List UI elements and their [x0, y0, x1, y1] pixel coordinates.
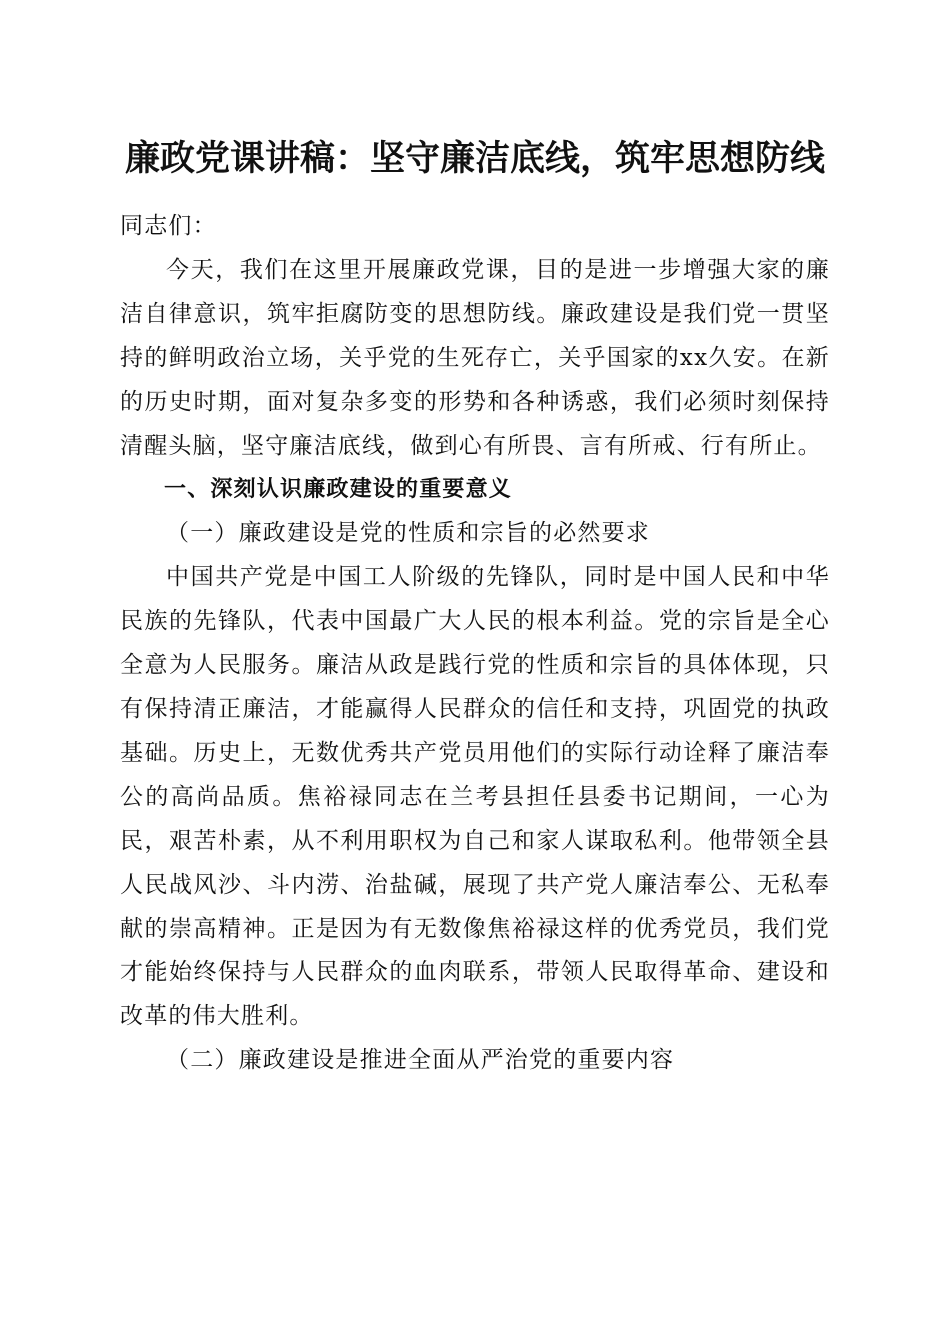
subsection-heading-2: （二）廉政建设是推进全面从严治党的重要内容 [166, 1047, 675, 1074]
section-heading-1: 一、深刻认识廉政建设的重要意义 [164, 477, 513, 503]
document-title: 廉政党课讲稿：坚守廉洁底线，筑牢思想防线 [124, 138, 825, 179]
subsection-heading-1: （一）廉政建设是党的性质和宗旨的必然要求 [166, 520, 650, 547]
subsection-1-paragraph: 中国共产党是中国工人阶级的先锋队，同时是中国人民和中华民族的先锋队，代表中国最广大人民的根本利益。党的宗旨是全心全意为人民服务。廉洁从政是践行党的性质和宗旨的具体体现，只有保持清正廉洁，才能赢得人民群众的信任和支持，巩固党的执政基础。历史上，无数优秀共产党员用他们的实际行动诠释了廉洁奉公的高尚品质。焦裕禄同志在兰考县担任县委书记期间，一心为民，艰苦朴素，从不利用职权为自己和家人谋取私利。他带领全县人民战风沙、斗内涝、治盐碱，展现了共产党人廉洁奉公、无私奉献的崇高精神。正是因为有无数像焦裕禄这样的优秀党员，我们党才能始终保持与人民群众的血肉联系，带领人民取得革命、建设和改革的伟大胜利。 [120, 564, 830, 1030]
intro-paragraph: 今天，我们在这里开展廉政党课，目的是进一步增强大家的廉洁自律意识，筑牢拒腐防变的思想防线。廉政建设是我们党一贯坚持的鲜明政治立场，关乎党的生死存亡，关乎国家的xx久安。在新的历史时期，面对复杂多变的形势和各种诱惑，我们必须时刻保持清醒头脑，坚守廉洁底线，做到心有所畏、言有所戒、行有所止。 [120, 256, 830, 459]
salutation: 同志们： [120, 213, 217, 239]
document-body [120, 205, 830, 1083]
